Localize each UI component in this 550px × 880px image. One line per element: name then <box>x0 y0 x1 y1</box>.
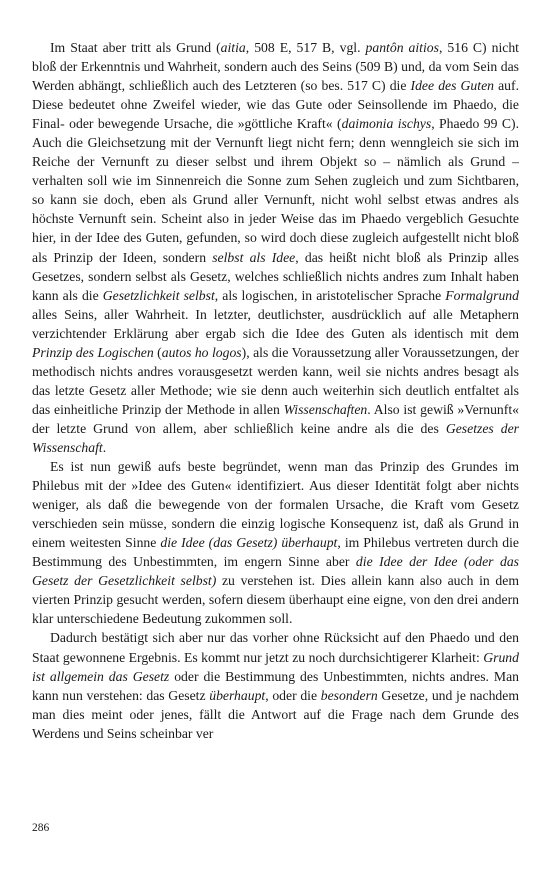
italic-run: Prinzip des Logischen <box>32 344 154 360</box>
text-run: , oder die <box>265 687 321 703</box>
text-run: . <box>102 439 107 455</box>
page-body <box>32 38 519 743</box>
text-run: , 508 E, 517 B, vgl. <box>245 40 366 55</box>
text-run: oder die Bestimmung des Unbestimmten, nichts andres. Man kann nun verstehen: das Gesetz <box>32 668 519 703</box>
italic-run: autos ho logos <box>161 344 242 360</box>
text-run: , Phaedo 99 C). Auch die Gleichsetzung mit der Vernunft liegt nicht fern; denn wenngleich sie sich im Reiche der Vernunft zu dieser selbst und ihrem Objekt so – nämlich als Grund – verhalten soll wie im Sinnenreich die Sonne zum Sehen zugleich und zum Sichtbaren, so kann sie doch, eben als Grund aller Vernunft, nicht wohl selbst etwas andres als höchste Vernunft sein. Scheint also in jeder Weise das im Phaedo vergeblich Gesuchte hier, in der Idee des Guten, gefunden, so wird doch diese zugleich aufgestellt nicht bloß als Prinzip der Ideen, sondern <box>32 116 519 265</box>
page-number: 286 <box>32 822 50 834</box>
italic-run: die Idee der Idee (oder das Gesetz der Gesetzlichkeit selbst) <box>32 554 519 589</box>
italic-run: Gesetzlichkeit selbst <box>102 287 215 303</box>
text-run: , das heißt nicht bloß als Prinzip alles Gesetzes, sondern selbst als Gesetz, welches schließlich nichts andres zum Inhalt haben kann als die <box>32 249 519 303</box>
text-run: , im Philebus vertreten durch die Bestimmung des Unbestimmten, im engern Sinne aber <box>32 535 520 570</box>
text-run: Gesetze, und je nachdem man dies meint oder jenes, fällt die Antwort auf die Frage nach dem Grunde des Werdens und Seins scheinbar ver <box>32 687 519 741</box>
text-run: . Also ist gewiß »Vernunft« der letzte Grund von allem, aber schließlich keine andre als die des <box>32 401 519 436</box>
italic-run: pantôn aitios <box>365 40 439 55</box>
text-run: zu verstehen ist. Dies allein kann also auch in dem vierten Prinzip gesucht werden, sofern diesem überhaupt eine eigne, von den drei andern klar unterschiedene Bedeutung zukommen soll. <box>32 573 520 627</box>
italic-run: überhaupt <box>209 687 266 703</box>
text-run: Es ist nun gewiß aufs beste begründet, wenn man das Prinzip des Grundes im Philebus mit der »Idee des Guten« identifiziert. Aus dieser Identität folgt aber nichts weniger, als daß die bewegende von der formalen Ursache, die Kraft vom Gesetz verschieden sein müsse, sondern die einzig logische Konsequenz ist, daß als Grund in einem weitesten Sinne <box>32 459 519 551</box>
text-run: Dadurch bestätigt sich aber nur das vorher ohne Rücksicht auf den Phaedo und den Staat gewonnene Ergebnis. Es kommt nur jetzt zu noch durchsichtigerer Klarheit: <box>32 630 519 665</box>
text-run: , 516 C) nicht bloß der Erkenntnis und Wahrheit, sondern auch des Seins (509 B) und, da vom Sein das Werden abhängt, schließlich auch des Letzteren (so bes. 517 C) die <box>32 40 519 94</box>
text-run: alles Seins, aller Wahrheit. In letzter, deutlichster, ausdrücklich auf alle Metaphern verzichtender Erklärung aber ergab sich die Idee des Guten als identisch mit dem <box>32 306 519 341</box>
italic-run: Idee des Guten <box>410 78 494 94</box>
italic-run: daimonia ischys <box>341 116 432 132</box>
paragraph-3 <box>32 628 519 742</box>
italic-run: besondern <box>320 687 378 703</box>
italic-run: Formalgrund <box>445 287 519 303</box>
paragraph-2 <box>32 457 519 628</box>
italic-run: aitia <box>220 40 246 55</box>
text-run: ), als die Voraussetzung aller Voraussetzungen, der methodisch nichts andres vorausgesetzt werden kann, weil sie nichts andres besagt als das letzte Gesetz aller Methode; wie sie denn auch weiterhin sich deutlich entfaltet als das einheitliche Prinzip der Methode in allen <box>32 344 520 417</box>
text-run: Im Staat aber tritt als Grund ( <box>50 40 221 55</box>
italic-run: Wissenschaften <box>283 401 368 417</box>
italic-run: Grund ist allgemein das Gesetz <box>32 649 519 684</box>
italic-run: Gesetzes der Wissenschaft <box>32 420 519 455</box>
text-run: , als logischen, in aristotelischer Sprache <box>214 287 446 303</box>
italic-run: die Idee (das Gesetz) überhaupt <box>160 535 338 551</box>
text-run: ( <box>153 344 162 360</box>
text-run: auf. Diese bedeutet ohne Zweifel wieder, wie das Gute oder Seinsollende im Phaedo, die Final- oder bewegende Ursache, die »göttliche Kraft« ( <box>32 78 520 132</box>
paragraph-1 <box>32 38 519 457</box>
italic-run: selbst als Idee <box>212 249 296 265</box>
